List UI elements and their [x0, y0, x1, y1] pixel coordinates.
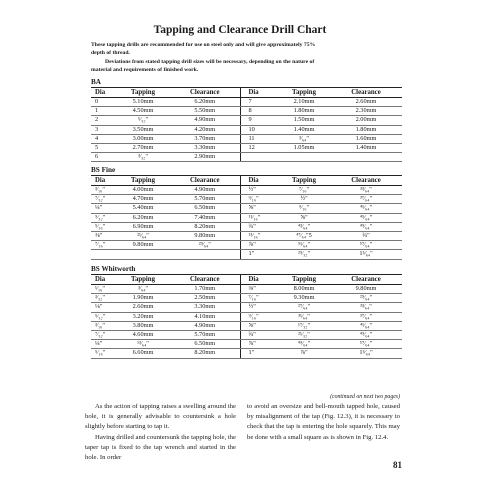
table-cell: 2 — [91, 116, 116, 125]
table-header-row — [91, 176, 402, 186]
table-cell: 1⁵⁄₆₄" — [330, 349, 402, 358]
table-header-row — [91, 88, 402, 98]
table-cell: 2.00mm — [330, 116, 402, 125]
table-cell: ⁵¹⁄₆₄" — [278, 241, 330, 250]
table-cell: ¹⁄₁₆" — [91, 285, 116, 294]
table-row — [91, 222, 402, 231]
table-cell: 9 — [240, 116, 278, 125]
table-cell: ¹³⁄₁₆" — [240, 232, 278, 241]
table-cell: ³⁄₁₆" — [91, 186, 116, 195]
table-cell: ½" — [240, 303, 278, 312]
table-cell: 1.40mm — [330, 144, 402, 153]
table-cell: ½" — [240, 186, 278, 195]
table-cell: 9.30mm — [278, 294, 330, 303]
page-number: 81 — [393, 460, 402, 470]
table-cell: ²¹⁄₆₄" — [116, 232, 170, 241]
table-cell — [240, 153, 278, 162]
table-cell: 1" — [240, 250, 278, 259]
body-paragraph: to avoid an oversize and bell-mouth tapped hole, caused by misalignment of the tap (Fig. 12.3), it is necessary to check that the tap is entering the hole squarely. This may be done with a small square as is shown in Fig. 12.4. — [247, 403, 400, 441]
table-cell: 5.10mm — [116, 98, 170, 107]
table-cell: ¹⁷⁄₃₂" — [278, 321, 330, 330]
table-cell: ⁴¹⁄₆₄" — [330, 321, 402, 330]
table-cell: ⅝" — [240, 204, 278, 213]
table-cell: ⅜" — [91, 232, 116, 241]
table-cell: ⅞" — [240, 340, 278, 349]
table-cell: 3.30mm — [170, 303, 240, 312]
table-cell: ³⁄₆₄" — [116, 285, 170, 294]
table-cell: ³³⁄₆₄" — [330, 186, 402, 195]
table-row — [91, 213, 402, 222]
table-cell: 3.00mm — [116, 134, 170, 143]
table-cell: ⁹⁄₃₂" — [91, 213, 116, 222]
column-header: Clearance — [170, 88, 240, 98]
table-row — [91, 321, 402, 330]
table-cell: ³³⁄₆₄" — [330, 303, 402, 312]
table-cell: 1.60mm — [330, 134, 402, 143]
column-header: Tapping — [116, 176, 170, 186]
table-cell: 4 — [91, 134, 116, 143]
table-cell: ⁴⁷⁄₆₄"5 — [278, 232, 330, 241]
table-row — [91, 107, 402, 116]
table-cell: ⁴⁵⁄₆₄" — [330, 213, 402, 222]
table-cell: ¾" — [240, 222, 278, 231]
table-cell: ³⁄₁₆" — [91, 321, 116, 330]
table-row — [91, 195, 402, 204]
table-cell: ½" — [278, 195, 330, 204]
table-cell: ²⁹⁄₆₄" — [330, 294, 402, 303]
table-cell: 8.20mm — [170, 349, 240, 358]
table-cell: ⁵⁄₃₂" — [91, 312, 116, 321]
table-row — [91, 331, 402, 340]
bs-whitworth-table — [91, 274, 402, 359]
table-cell: 4.70mm — [116, 195, 170, 204]
column-header: Dia — [240, 275, 278, 285]
column-header: Tapping — [278, 88, 330, 98]
table-cell: 4.60mm — [116, 331, 170, 340]
table-cell: ⅝" — [240, 321, 278, 330]
table-cell: 1⁵⁄₆₄" — [330, 250, 402, 259]
intro-line-1: These tapping drills are recommended for use on steel only and will give approximately 75% — [91, 42, 316, 48]
table-cell: 7 — [240, 98, 278, 107]
table-cell: ⁴⁹⁄₆₄" — [330, 222, 402, 231]
table-cell: 4.90mm — [170, 116, 240, 125]
column-header: Tapping — [116, 88, 170, 98]
table-cell: ³¹⁄₆₄" — [278, 312, 330, 321]
table-cell: ⁹⁄₁₆" — [278, 204, 330, 213]
body-column-left — [85, 402, 236, 463]
table-cell: 1.50mm — [278, 116, 330, 125]
table-cell: 3.20mm — [116, 312, 170, 321]
table-cell: 4.90mm — [170, 321, 240, 330]
table-cell: 4.00mm — [116, 186, 170, 195]
table-row — [91, 285, 402, 294]
table-cell: 5.70mm — [170, 331, 240, 340]
intro-line-4: material and requirements of finished work. — [91, 67, 199, 74]
ba-table — [91, 87, 402, 162]
table-cell: ⅞" — [240, 241, 278, 250]
table-cell: 3.50mm — [116, 125, 170, 134]
table-cell: 3.30mm — [170, 144, 240, 153]
table-row — [91, 241, 402, 250]
table-cell: ⁴³⁄₆₄" — [278, 222, 330, 231]
table-row — [91, 116, 402, 125]
table-cell: ⁷⁄₃₂" — [91, 195, 116, 204]
column-header: Clearance — [330, 275, 402, 285]
table-cell: ¹¹⁄₁₆" — [240, 213, 278, 222]
column-header: Tapping — [278, 176, 330, 186]
table-header-row — [91, 275, 402, 285]
table-cell: 5.40mm — [116, 204, 170, 213]
table-cell — [91, 250, 116, 259]
table-cell: 2.90mm — [170, 153, 240, 162]
table-cell — [116, 250, 170, 259]
table-cell: 11 — [240, 134, 278, 143]
section-label-bs-whitworth: BS Whitworth — [91, 265, 136, 273]
table-cell: ³⁷⁄₆₄" — [330, 195, 402, 204]
table-cell: 6.90mm — [116, 222, 170, 231]
table-row — [91, 294, 402, 303]
column-header: Dia — [91, 275, 116, 285]
table-cell: 1" — [240, 349, 278, 358]
table-cell: ⁵⁷⁄₆₄" — [330, 340, 402, 349]
column-header: Clearance — [330, 88, 402, 98]
table-cell: ¼" — [91, 340, 116, 349]
table-cell: 6.60mm — [116, 349, 170, 358]
table-cell: 9.80mm — [116, 241, 170, 250]
table-cell: ³⁷⁄₆₄" — [330, 312, 402, 321]
table-row — [91, 125, 402, 134]
table-row — [91, 144, 402, 153]
table-cell: 12 — [240, 144, 278, 153]
table-cell: 2.10mm — [278, 98, 330, 107]
table-cell: 1.40mm — [278, 125, 330, 134]
table-cell: ⁷⁄₁₆" — [278, 186, 330, 195]
table-cell: ⁷⁄₁₆" — [240, 294, 278, 303]
table-cell: 1.05mm — [278, 144, 330, 153]
table-cell: ⁴⁹⁄₆₄" — [330, 331, 402, 340]
table-cell: ¾" — [330, 232, 402, 241]
table-cell: 1 — [91, 107, 116, 116]
table-cell: 9.80mm — [170, 232, 240, 241]
intro-line-2: depth of thread. — [91, 50, 130, 57]
table-cell: ²⁹⁄₆₄" — [170, 241, 240, 250]
table-cell: 6.20mm — [116, 213, 170, 222]
table-cell: ³⁄₆₄" — [278, 134, 330, 143]
table-cell: ¾" — [240, 331, 278, 340]
table-cell: 4.50mm — [116, 107, 170, 116]
table-cell: ²⁷⁄₆₄" — [278, 303, 330, 312]
column-header: Clearance — [170, 176, 240, 186]
table-cell: 6.50mm — [170, 204, 240, 213]
table-cell: 5.50mm — [170, 107, 240, 116]
body-column-right — [247, 402, 400, 443]
table-row — [91, 204, 402, 213]
table-cell: 1.80mm — [278, 107, 330, 116]
table-cell: ⁷⁄₁₆" — [91, 241, 116, 250]
table-cell: 2.50mm — [170, 294, 240, 303]
section-label-ba: BA — [91, 78, 101, 86]
table-cell: 4.90mm — [170, 186, 240, 195]
table-cell: ⁵⁄₁₆" — [91, 349, 116, 358]
table-cell: 0 — [91, 98, 116, 107]
table-row — [91, 250, 402, 259]
table-cell: 8.20mm — [170, 222, 240, 231]
table-row — [91, 349, 402, 358]
table-cell: ⅝" — [278, 213, 330, 222]
table-cell: ¹³⁄₆₄" — [116, 340, 170, 349]
column-header: Clearance — [170, 275, 240, 285]
column-header: Dia — [240, 88, 278, 98]
table-row — [91, 312, 402, 321]
table-cell: 6 — [91, 153, 116, 162]
table-cell: 2.60mm — [330, 98, 402, 107]
table-cell: 2.30mm — [330, 107, 402, 116]
table-cell: ⁹⁄₁₆" — [240, 312, 278, 321]
table-cell — [330, 153, 402, 162]
page-title: Tapping and Clearance Drill Chart — [153, 24, 327, 36]
bs-fine-table — [91, 175, 402, 260]
table-cell: 1.80mm — [330, 125, 402, 134]
table-cell: ³⁄₃₂" — [91, 294, 116, 303]
table-cell: ⅜" — [240, 285, 278, 294]
table-row — [91, 98, 402, 107]
intro-text — [91, 41, 391, 75]
table-cell: 10 — [240, 125, 278, 134]
table-cell: 1.90mm — [116, 294, 170, 303]
table-cell: 2.70mm — [116, 144, 170, 153]
table-cell: 9.80mm — [330, 285, 402, 294]
table-cell: ⁴⁹⁄₆₄" — [278, 340, 330, 349]
table-row — [91, 232, 402, 241]
table-cell: 6.20mm — [170, 98, 240, 107]
table-cell: 7.40mm — [170, 213, 240, 222]
table-cell — [170, 250, 240, 259]
table-cell: ⅞" — [278, 349, 330, 358]
table-cell: ⁵⁄₃₂" — [116, 116, 170, 125]
table-cell: 5 — [91, 144, 116, 153]
table-cell: ⁹⁄₁₆" — [240, 195, 278, 204]
body-paragraph: Having drilled and countersunk the tapping hole, the taper tap is fixed to the tap wrench and started in the hole. In order — [85, 433, 236, 462]
column-header: Dia — [240, 176, 278, 186]
intro-line-3: Deviations from stated tapping drill sizes will be necessary, depending on the nature of — [105, 58, 315, 65]
table-cell: ⅛" — [91, 303, 116, 312]
body-paragraph: As the action of tapping raises a swelling around the hole, it is generally advisable to countersink a hole slightly before starting to tap it. — [85, 403, 236, 431]
column-header: Dia — [91, 88, 116, 98]
table-cell: ³⁄₃₂" — [116, 153, 170, 162]
table-cell: ²⁹⁄₃₂" — [278, 250, 330, 259]
table-row — [91, 134, 402, 143]
table-cell: 3.70mm — [170, 134, 240, 143]
column-header: Dia — [91, 176, 116, 186]
table-cell: 4.10mm — [170, 312, 240, 321]
table-cell: 1.70mm — [170, 285, 240, 294]
table-cell: 8 — [240, 107, 278, 116]
table-cell: ⁴¹⁄₆₄" — [330, 204, 402, 213]
table-cell: 2.60mm — [116, 303, 170, 312]
section-label-bs-fine: BS Fine — [91, 166, 116, 174]
table-cell: ²¹⁄₃₂" — [278, 331, 330, 340]
table-cell: ¼" — [91, 204, 116, 213]
table-cell: 6.50mm — [170, 340, 240, 349]
table-cell — [278, 153, 330, 162]
table-row — [91, 303, 402, 312]
table-row — [91, 186, 402, 195]
column-header: Tapping — [278, 275, 330, 285]
table-cell: ⁵⁷⁄₆₄" — [330, 241, 402, 250]
table-cell: 8.00mm — [278, 285, 330, 294]
continued-note: (continued on next two pages) — [330, 394, 400, 400]
table-row — [91, 153, 402, 162]
column-header: Tapping — [116, 275, 170, 285]
table-cell: ⁵⁄₁₆" — [91, 222, 116, 231]
table-row — [91, 340, 402, 349]
table-cell: 4.20mm — [170, 125, 240, 134]
table-cell: ⁷⁄₃₂" — [91, 331, 116, 340]
column-header: Clearance — [330, 176, 402, 186]
table-cell: 3 — [91, 125, 116, 134]
table-cell: 5.70mm — [170, 195, 240, 204]
table-cell: 3.80mm — [116, 321, 170, 330]
